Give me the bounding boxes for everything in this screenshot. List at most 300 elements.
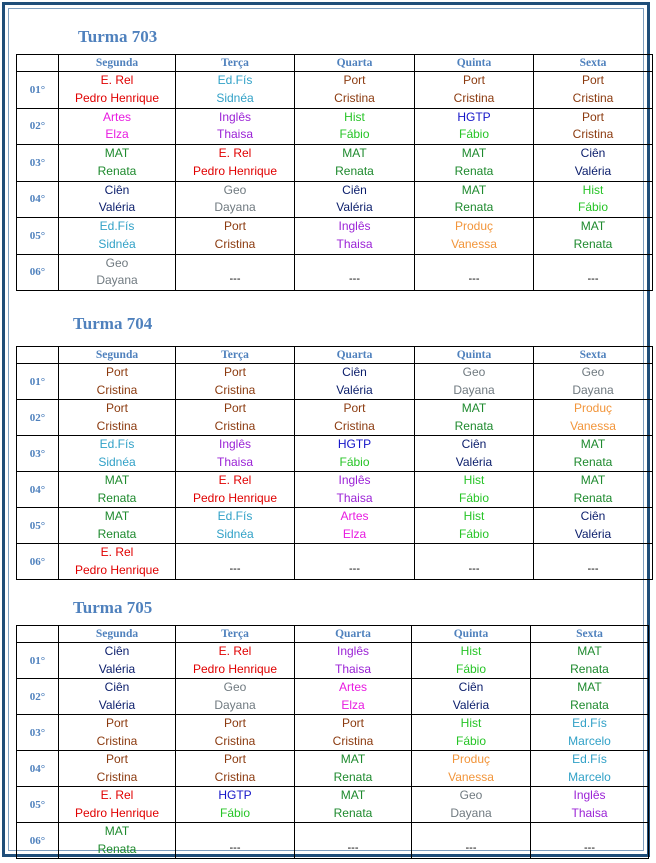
teacher-name: Fábio — [577, 200, 609, 215]
class-cell — [295, 508, 415, 544]
turma-title: Turma 703 — [78, 27, 158, 46]
teacher-name: Valéria — [98, 200, 136, 215]
empty-slot: --- — [468, 273, 480, 286]
teacher-name: Fábio — [458, 127, 490, 142]
class-cell — [415, 400, 534, 436]
teacher-name: Sidnéa — [216, 90, 254, 105]
class-cell — [412, 643, 531, 679]
subject-name: Ed.Fís — [572, 752, 607, 766]
teacher-name: Thaisa — [336, 236, 373, 251]
teacher-name: Cristina — [214, 382, 256, 397]
schedule-row — [17, 508, 653, 544]
period-label: 02° — [17, 108, 59, 145]
class-cell — [176, 254, 295, 291]
turma-title: Turma 704 — [73, 314, 153, 333]
teacher-name: Renata — [454, 200, 494, 215]
period-label: 06° — [17, 254, 59, 291]
empty-slot: --- — [229, 273, 241, 286]
subject-name: MAT — [104, 824, 130, 838]
teacher-name: Fábio — [455, 661, 487, 676]
subject-name: MAT — [580, 473, 606, 487]
class-cell — [176, 643, 295, 679]
teacher-name: Pedro Henrique — [192, 661, 278, 676]
schedule-row — [17, 751, 649, 787]
class-cell — [534, 400, 653, 436]
teacher-name: Valéria — [574, 526, 612, 541]
period-label: 05° — [17, 218, 59, 255]
subject-name: Port — [581, 109, 604, 124]
teacher-name: Sidnéa — [98, 236, 136, 251]
empty-slot: --- — [587, 562, 599, 575]
subject-name: Artes — [338, 680, 367, 694]
class-cell — [295, 751, 412, 787]
subject-name: Port — [105, 716, 128, 730]
subject-name: Hist — [460, 716, 482, 730]
teacher-name: Fábio — [339, 454, 370, 469]
empty-slot: --- — [349, 562, 360, 575]
schedule-row — [17, 254, 653, 291]
day-header: Segunda — [59, 626, 176, 643]
class-cell — [59, 108, 176, 145]
class-cell — [59, 643, 176, 679]
schedule-row — [17, 823, 649, 859]
teacher-name: Valéria — [455, 454, 493, 469]
day-header: Quinta — [412, 626, 531, 643]
teacher-name: Renata — [573, 454, 613, 469]
empty-slot: --- — [465, 841, 477, 854]
subject-name: Artes — [102, 109, 131, 124]
class-cell — [295, 181, 415, 218]
subject-name: MAT — [342, 146, 367, 161]
teacher-name: Renata — [573, 490, 613, 505]
subject-name: Ciên — [104, 182, 130, 197]
class-cell — [295, 472, 415, 508]
subject-name: HGTP — [457, 109, 491, 124]
teacher-name: Cristina — [96, 418, 138, 433]
subject-name: Geo — [581, 365, 605, 379]
teacher-name: Sidnéa — [98, 454, 136, 469]
subject-name: MAT — [577, 644, 602, 658]
subject-name: Ciên — [104, 644, 130, 658]
schedule-row — [17, 145, 653, 182]
teacher-name: Dayana — [214, 697, 256, 712]
teacher-name: Renata — [97, 163, 137, 178]
teacher-name: Cristina — [214, 418, 256, 433]
class-cell — [59, 145, 176, 182]
period-label: 03° — [17, 436, 59, 472]
class-cell — [295, 72, 415, 109]
class-cell — [534, 218, 653, 255]
subject-name: Port — [223, 716, 246, 730]
day-header: Sexta — [534, 347, 653, 364]
subject-name: Ed.Fís — [99, 219, 135, 234]
teacher-name: Thaisa — [336, 490, 373, 505]
class-cell — [415, 218, 534, 255]
teacher-name: Valéria — [98, 697, 136, 712]
class-cell — [531, 715, 649, 751]
class-cell — [415, 364, 534, 400]
teacher-name: Cristina — [96, 733, 138, 748]
class-cell — [59, 787, 176, 823]
teacher-name: Dayana — [572, 382, 614, 397]
subject-name: E. Rel — [218, 644, 252, 658]
class-cell — [534, 254, 653, 291]
subject-name: E. Rel — [218, 146, 252, 161]
corner-cell — [17, 55, 59, 72]
subject-name: MAT — [580, 219, 606, 234]
class-cell — [295, 643, 412, 679]
subject-name: Artes — [340, 509, 369, 523]
subject-name: Port — [223, 752, 246, 766]
subject-name: Geo — [462, 365, 486, 379]
subject-name: MAT — [104, 473, 130, 487]
teacher-name: Cristina — [334, 90, 375, 105]
class-cell — [531, 787, 649, 823]
empty-slot: --- — [587, 273, 599, 286]
class-cell — [59, 751, 176, 787]
schedule-row — [17, 643, 649, 679]
subject-name: Produç — [451, 752, 491, 766]
teacher-name: Renata — [570, 697, 609, 712]
teacher-name: Valéria — [452, 697, 490, 712]
subject-name: Ed.Fís — [572, 716, 607, 730]
subject-name: Hist — [463, 509, 485, 523]
schedule-row — [17, 72, 653, 109]
class-cell — [59, 181, 176, 218]
subject-name: Port — [223, 365, 246, 379]
teacher-name: Fábio — [458, 490, 490, 505]
class-cell — [176, 715, 295, 751]
class-cell — [176, 218, 295, 255]
class-cell — [534, 72, 653, 109]
class-cell — [59, 254, 176, 291]
teacher-name: Thaisa — [334, 661, 372, 676]
day-header: Sexta — [531, 626, 649, 643]
subject-name: Port — [223, 219, 246, 234]
subject-name: Inglês — [218, 109, 252, 124]
class-cell — [176, 108, 295, 145]
subject-name: Port — [105, 365, 128, 379]
class-cell — [295, 787, 412, 823]
teacher-name: Marcelo — [568, 769, 611, 784]
day-header: Quarta — [295, 55, 415, 72]
subject-name: Port — [462, 73, 485, 88]
teacher-name: Renata — [333, 769, 373, 784]
schedule-row — [17, 472, 653, 508]
empty-slot: --- — [468, 562, 480, 575]
class-cell — [59, 364, 176, 400]
schedule-row — [17, 715, 649, 751]
teacher-name: Thaisa — [571, 805, 608, 820]
teacher-name: Pedro Henrique — [74, 805, 160, 820]
class-cell — [176, 181, 295, 218]
turma-title: Turma 705 — [73, 598, 153, 617]
subject-name: Port — [343, 401, 366, 415]
subject-name: Ciên — [342, 365, 367, 379]
subject-name: Inglês — [218, 437, 252, 451]
subject-name: Inglês — [336, 644, 370, 658]
day-header: Terça — [176, 626, 295, 643]
class-cell — [534, 508, 653, 544]
period-label: 02° — [17, 400, 59, 436]
day-header: Segunda — [59, 55, 176, 72]
teacher-name: Vanessa — [448, 769, 494, 784]
teacher-name: Cristina — [96, 382, 138, 397]
class-cell — [59, 679, 176, 715]
subject-name: Inglês — [338, 219, 371, 234]
subject-name: Port — [223, 401, 246, 415]
class-cell — [415, 145, 534, 182]
schedule-row — [17, 544, 653, 580]
class-cell — [59, 508, 176, 544]
subject-name: Ciên — [580, 509, 606, 523]
class-cell — [415, 544, 534, 580]
empty-slot: --- — [349, 273, 360, 286]
class-cell — [534, 364, 653, 400]
schedule-table — [16, 625, 649, 859]
teacher-name: Dayana — [453, 382, 495, 397]
teacher-name: Cristina — [214, 733, 256, 748]
teacher-name: Renata — [454, 418, 494, 433]
subject-name: MAT — [340, 788, 366, 802]
period-label: 04° — [17, 751, 59, 787]
class-cell — [295, 679, 412, 715]
teacher-name: Renata — [335, 163, 374, 178]
class-cell — [534, 145, 653, 182]
teacher-name: Renata — [573, 236, 613, 251]
empty-slot: --- — [347, 841, 359, 854]
subject-name: Inglês — [338, 473, 371, 487]
schedule-row — [17, 364, 653, 400]
subject-name: Produç — [454, 219, 494, 234]
teacher-name: Cristina — [453, 90, 495, 105]
class-cell — [176, 787, 295, 823]
schedule-row — [17, 436, 653, 472]
subject-name: MAT — [461, 146, 487, 161]
class-cell — [415, 254, 534, 291]
teacher-name: Pedro Henrique — [192, 163, 278, 178]
subject-name: E. Rel — [100, 788, 134, 802]
subject-name: MAT — [461, 401, 487, 415]
subject-name: Port — [341, 716, 364, 730]
class-cell — [412, 751, 531, 787]
teacher-name: Renata — [97, 490, 137, 505]
day-header: Segunda — [59, 347, 176, 364]
schedule-row — [17, 679, 649, 715]
subject-name: Hist — [463, 473, 485, 487]
class-cell — [59, 715, 176, 751]
subject-name: Geo — [223, 182, 247, 197]
class-cell — [415, 72, 534, 109]
class-cell — [59, 823, 176, 859]
class-cell — [534, 472, 653, 508]
teacher-name: Fábio — [219, 805, 251, 820]
class-cell — [295, 364, 415, 400]
period-label: 06° — [17, 823, 59, 859]
subject-name: Inglês — [573, 788, 606, 802]
day-header: Sexta — [534, 55, 653, 72]
teacher-name: Cristina — [334, 418, 375, 433]
period-label: 02° — [17, 679, 59, 715]
subject-name: Ed.Fís — [217, 509, 253, 523]
subject-name: Hist — [460, 644, 482, 658]
period-label: 05° — [17, 508, 59, 544]
class-cell — [59, 72, 176, 109]
period-label: 01° — [17, 364, 59, 400]
class-cell — [415, 472, 534, 508]
period-label: 03° — [17, 715, 59, 751]
teacher-name: Dayana — [450, 805, 492, 820]
subject-name: MAT — [104, 146, 130, 161]
teacher-name: Elza — [105, 127, 129, 142]
teacher-name: Fábio — [458, 526, 490, 541]
day-header: Terça — [176, 347, 295, 364]
class-cell — [415, 508, 534, 544]
class-cell — [176, 400, 295, 436]
class-cell — [176, 679, 295, 715]
corner-cell — [17, 626, 59, 643]
teacher-name: Renata — [570, 661, 609, 676]
subject-name: MAT — [340, 752, 366, 766]
teacher-name: Dayana — [214, 200, 256, 215]
teacher-name: Fábio — [339, 127, 370, 142]
teacher-name: Cristina — [96, 769, 138, 784]
subject-name: Ciên — [458, 680, 484, 694]
day-header: Quinta — [415, 55, 534, 72]
schedule-page — [2, 2, 650, 857]
subject-name: Hist — [582, 182, 604, 197]
teacher-name: Thaisa — [216, 127, 254, 142]
class-cell — [295, 715, 412, 751]
teacher-name: Pedro Henrique — [74, 562, 160, 577]
class-cell — [295, 823, 412, 859]
teacher-name: Renata — [97, 526, 137, 541]
subject-name: Port — [105, 752, 128, 766]
class-cell — [59, 436, 176, 472]
class-cell — [295, 436, 415, 472]
subject-name: Ed.Fís — [217, 73, 253, 88]
schedule-table — [16, 54, 653, 291]
teacher-name: Valéria — [98, 661, 136, 676]
class-cell — [415, 108, 534, 145]
class-cell — [531, 823, 649, 859]
class-cell — [295, 400, 415, 436]
teacher-name: Elza — [341, 697, 365, 712]
day-header: Quarta — [295, 347, 415, 364]
class-cell — [176, 544, 295, 580]
teacher-name: Valéria — [336, 382, 373, 397]
class-cell — [59, 472, 176, 508]
subject-name: Geo — [459, 788, 483, 802]
teacher-name: Cristina — [332, 733, 374, 748]
period-label: 01° — [17, 72, 59, 109]
schedule-row — [17, 787, 649, 823]
period-label: 03° — [17, 145, 59, 182]
class-cell — [412, 787, 531, 823]
subject-name: Hist — [344, 109, 365, 124]
teacher-name: Renata — [333, 805, 373, 820]
teacher-name: Thaisa — [216, 454, 254, 469]
teacher-name: Dayana — [96, 273, 138, 288]
subject-name: MAT — [461, 182, 487, 197]
subject-name: Port — [343, 73, 366, 88]
subject-name: HGTP — [218, 788, 252, 802]
teacher-name: Fábio — [455, 733, 487, 748]
class-cell — [59, 400, 176, 436]
class-cell — [534, 108, 653, 145]
subject-name: HGTP — [337, 437, 372, 451]
day-header: Quarta — [295, 626, 412, 643]
schedule-row — [17, 218, 653, 255]
subject-name: Geo — [105, 255, 129, 270]
teacher-name: Pedro Henrique — [192, 490, 278, 505]
class-cell — [176, 823, 295, 859]
subject-name: E. Rel — [100, 545, 134, 559]
class-cell — [534, 436, 653, 472]
subject-name: E. Rel — [218, 473, 252, 487]
class-cell — [295, 145, 415, 182]
teacher-name: Cristina — [572, 90, 614, 105]
teacher-name: Pedro Henrique — [74, 90, 160, 105]
subject-name: Port — [105, 401, 128, 415]
class-cell — [415, 181, 534, 218]
teacher-name: Sidnéa — [216, 526, 254, 541]
subject-name: E. Rel — [100, 73, 134, 88]
period-label: 01° — [17, 643, 59, 679]
class-cell — [534, 544, 653, 580]
day-header: Quinta — [415, 347, 534, 364]
class-cell — [295, 254, 415, 291]
teacher-name: Cristina — [572, 127, 614, 142]
class-cell — [176, 364, 295, 400]
subject-name: MAT — [104, 509, 130, 523]
class-cell — [176, 145, 295, 182]
subject-name: Ciên — [342, 182, 367, 197]
class-cell — [531, 751, 649, 787]
class-cell — [59, 218, 176, 255]
teacher-name: Renata — [97, 841, 137, 856]
period-label: 05° — [17, 787, 59, 823]
subject-name: Port — [581, 73, 604, 88]
teacher-name: Cristina — [214, 236, 256, 251]
teacher-name: Valéria — [336, 200, 373, 215]
empty-slot: --- — [229, 562, 241, 575]
corner-cell — [17, 347, 59, 364]
subject-name: Ed.Fís — [99, 437, 135, 451]
period-label: 04° — [17, 181, 59, 218]
period-label: 04° — [17, 472, 59, 508]
period-label: 06° — [17, 544, 59, 580]
day-header: Terça — [176, 55, 295, 72]
teacher-name: Valéria — [574, 163, 612, 178]
class-cell — [176, 472, 295, 508]
subject-name: Ciên — [461, 437, 487, 451]
empty-slot: --- — [229, 841, 241, 854]
empty-slot: --- — [584, 841, 595, 854]
class-cell — [176, 436, 295, 472]
teacher-name: Elza — [342, 526, 367, 541]
class-cell — [176, 751, 295, 787]
class-cell — [415, 436, 534, 472]
schedule-row — [17, 181, 653, 218]
class-cell — [412, 823, 531, 859]
class-cell — [59, 544, 176, 580]
class-cell — [176, 72, 295, 109]
subject-name: MAT — [580, 437, 606, 451]
class-cell — [412, 679, 531, 715]
subject-name: Geo — [223, 680, 247, 694]
teacher-name: Vanessa — [451, 236, 497, 251]
